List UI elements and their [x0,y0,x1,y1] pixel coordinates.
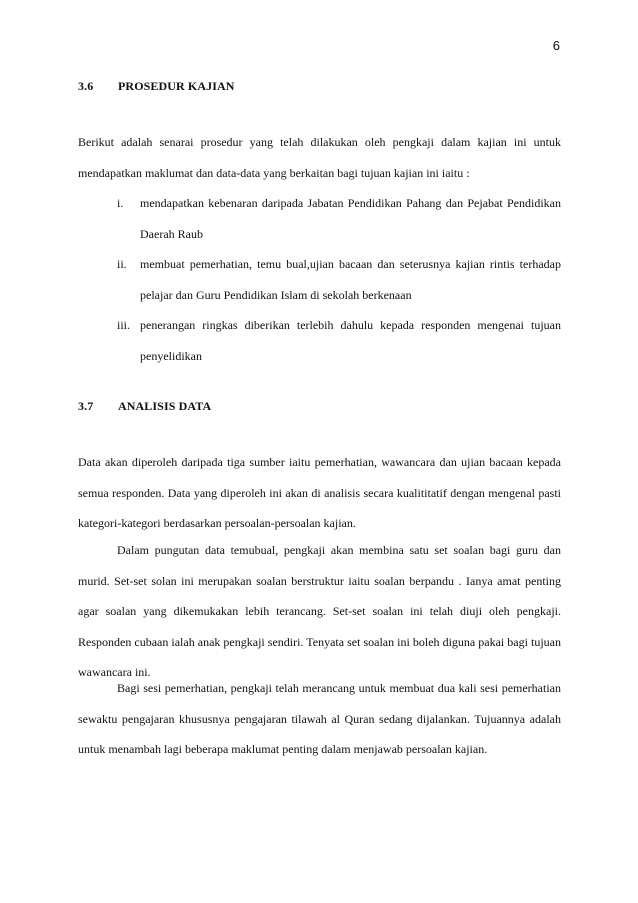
list-marker: i. [117,196,124,210]
section-heading-3-7 [78,399,211,414]
procedure-list [117,188,561,372]
list-item [117,188,561,249]
list-marker: ii. [117,257,127,272]
list-marker: iii. [117,318,131,333]
list-item-text: membuat pemerhatian, temu bual,ujian bacaan dan seterusnya kajian rintis terhadap pelajar dan Guru Pendidikan Islam di sekolah berkenaan [140,257,561,302]
analysis-paragraph: Data akan diperoleh daripada tiga sumber iaitu pemerhatian, wawancara dan ujian bacaan kepada semua responden. Data yang diperoleh ini akan di analisis secara kualititatif dengan mengenal pasti kategori-kategori berdasarkan persoalan-persoalan kajian. [78,455,561,531]
section-3-6-intro: Berikut adalah senarai prosedur yang telah dilakukan oleh pengkaji dalam kajian ini untuk mendapatkan maklumat dan data-data yang berkaitan bagi tujuan kajian ini iaitu : [78,135,561,180]
analysis-paragraph: Dalam pungutan data temubual, pengkaji akan membina satu set soalan bagi guru dan murid. Set-set solan ini merupakan soalan berstruktur iaitu soalan berpandu . Ianya amat penting agar soalan yang dikemukakan lebih terancang. Set-set soalan ini telah diuji oleh pengkaji. Responden cubaan ialah anak pengkaji sendiri. Tenyata set soalan ini boleh diguna pakai bagi tujuan wawancara ini. [78,543,561,680]
list-item-text: mendapatkan kebenaran daripada Jabatan Pendidikan Pahang dan Pejabat Pendidikan Daerah Raub [140,196,561,241]
section-title: PROSEDUR KAJIAN [118,79,235,93]
section-title: ANALISIS DATA [118,399,212,413]
list-item-text: penerangan ringkas diberikan terlebih dahulu kepada responden mengenai tujuan penyelidikan [140,318,561,363]
section-number: 3.7 [78,399,94,413]
list-item [117,310,561,371]
analysis-paragraph: Bagi sesi pemerhatian, pengkaji telah merancang untuk membuat dua kali sesi pemerhatian sewaktu pengajaran khususnya pengajaran tilawah al Quran sedang dijalankan. Tujuannya adalah untuk menambah lagi beberapa maklumat penting dalam menjawab persoalan kajian. [78,681,561,757]
section-number: 3.6 [78,79,94,93]
list-item [117,249,561,310]
page-number: 6 [552,38,560,53]
section-heading-3-6 [78,79,235,94]
